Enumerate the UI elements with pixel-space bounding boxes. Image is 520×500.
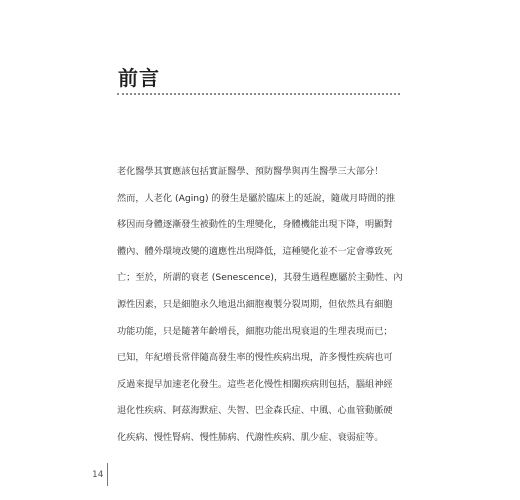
page-number: 14 <box>92 470 104 480</box>
paragraph-line: 退化性疾病、阿茲海默症、失智、巴金森氏症、中風、心血管動脈硬 <box>117 405 393 417</box>
page-number-divider <box>107 463 108 486</box>
paragraph-line: 源性因素，只是細胞永久地退出細胞複製分裂周期，但依然具有細胞 <box>117 298 393 310</box>
paragraph-line: 功能功能，只是隨著年齡增長，細胞功能出現衰退的生理表現而已； <box>117 325 393 337</box>
paragraph-line: 已知，年紀增長常伴隨高發生率的慢性疾病出現，許多慢性疾病也可 <box>117 352 393 364</box>
paragraph-line: 老化醫學其實應該包括實証醫學、預防醫學與再生醫學三大部分！ <box>117 166 384 177</box>
chapter-title: 前言 <box>118 66 160 90</box>
paragraph-line: 化疾病、慢性腎病、慢性肺病、代謝性疾病、肌少症、衰弱症等。 <box>117 431 384 443</box>
paragraph-line: 亡；至於，所謂的衰老 (Senescence)，其發生過程應屬於主動性、內 <box>117 272 403 284</box>
body-paragraph <box>117 162 417 455</box>
paragraph-line: 然而，人老化 (Aging) 的發生是屬於臨床上的延說，隨歲月時間的推 <box>117 192 396 204</box>
paragraph-line: 移因而身體逐漸發生被動性的生理變化，身體機能出現下降，明顯對 <box>117 219 393 231</box>
title-dotted-rule <box>117 93 400 95</box>
paragraph-line: 體內、體外環境改變的適應性出現降低，這種變化並不一定會導致死 <box>117 245 393 257</box>
paragraph-line: 反過來提早加速老化發生。這些老化慢性相關疾病則包括，腦組神經 <box>117 378 393 390</box>
